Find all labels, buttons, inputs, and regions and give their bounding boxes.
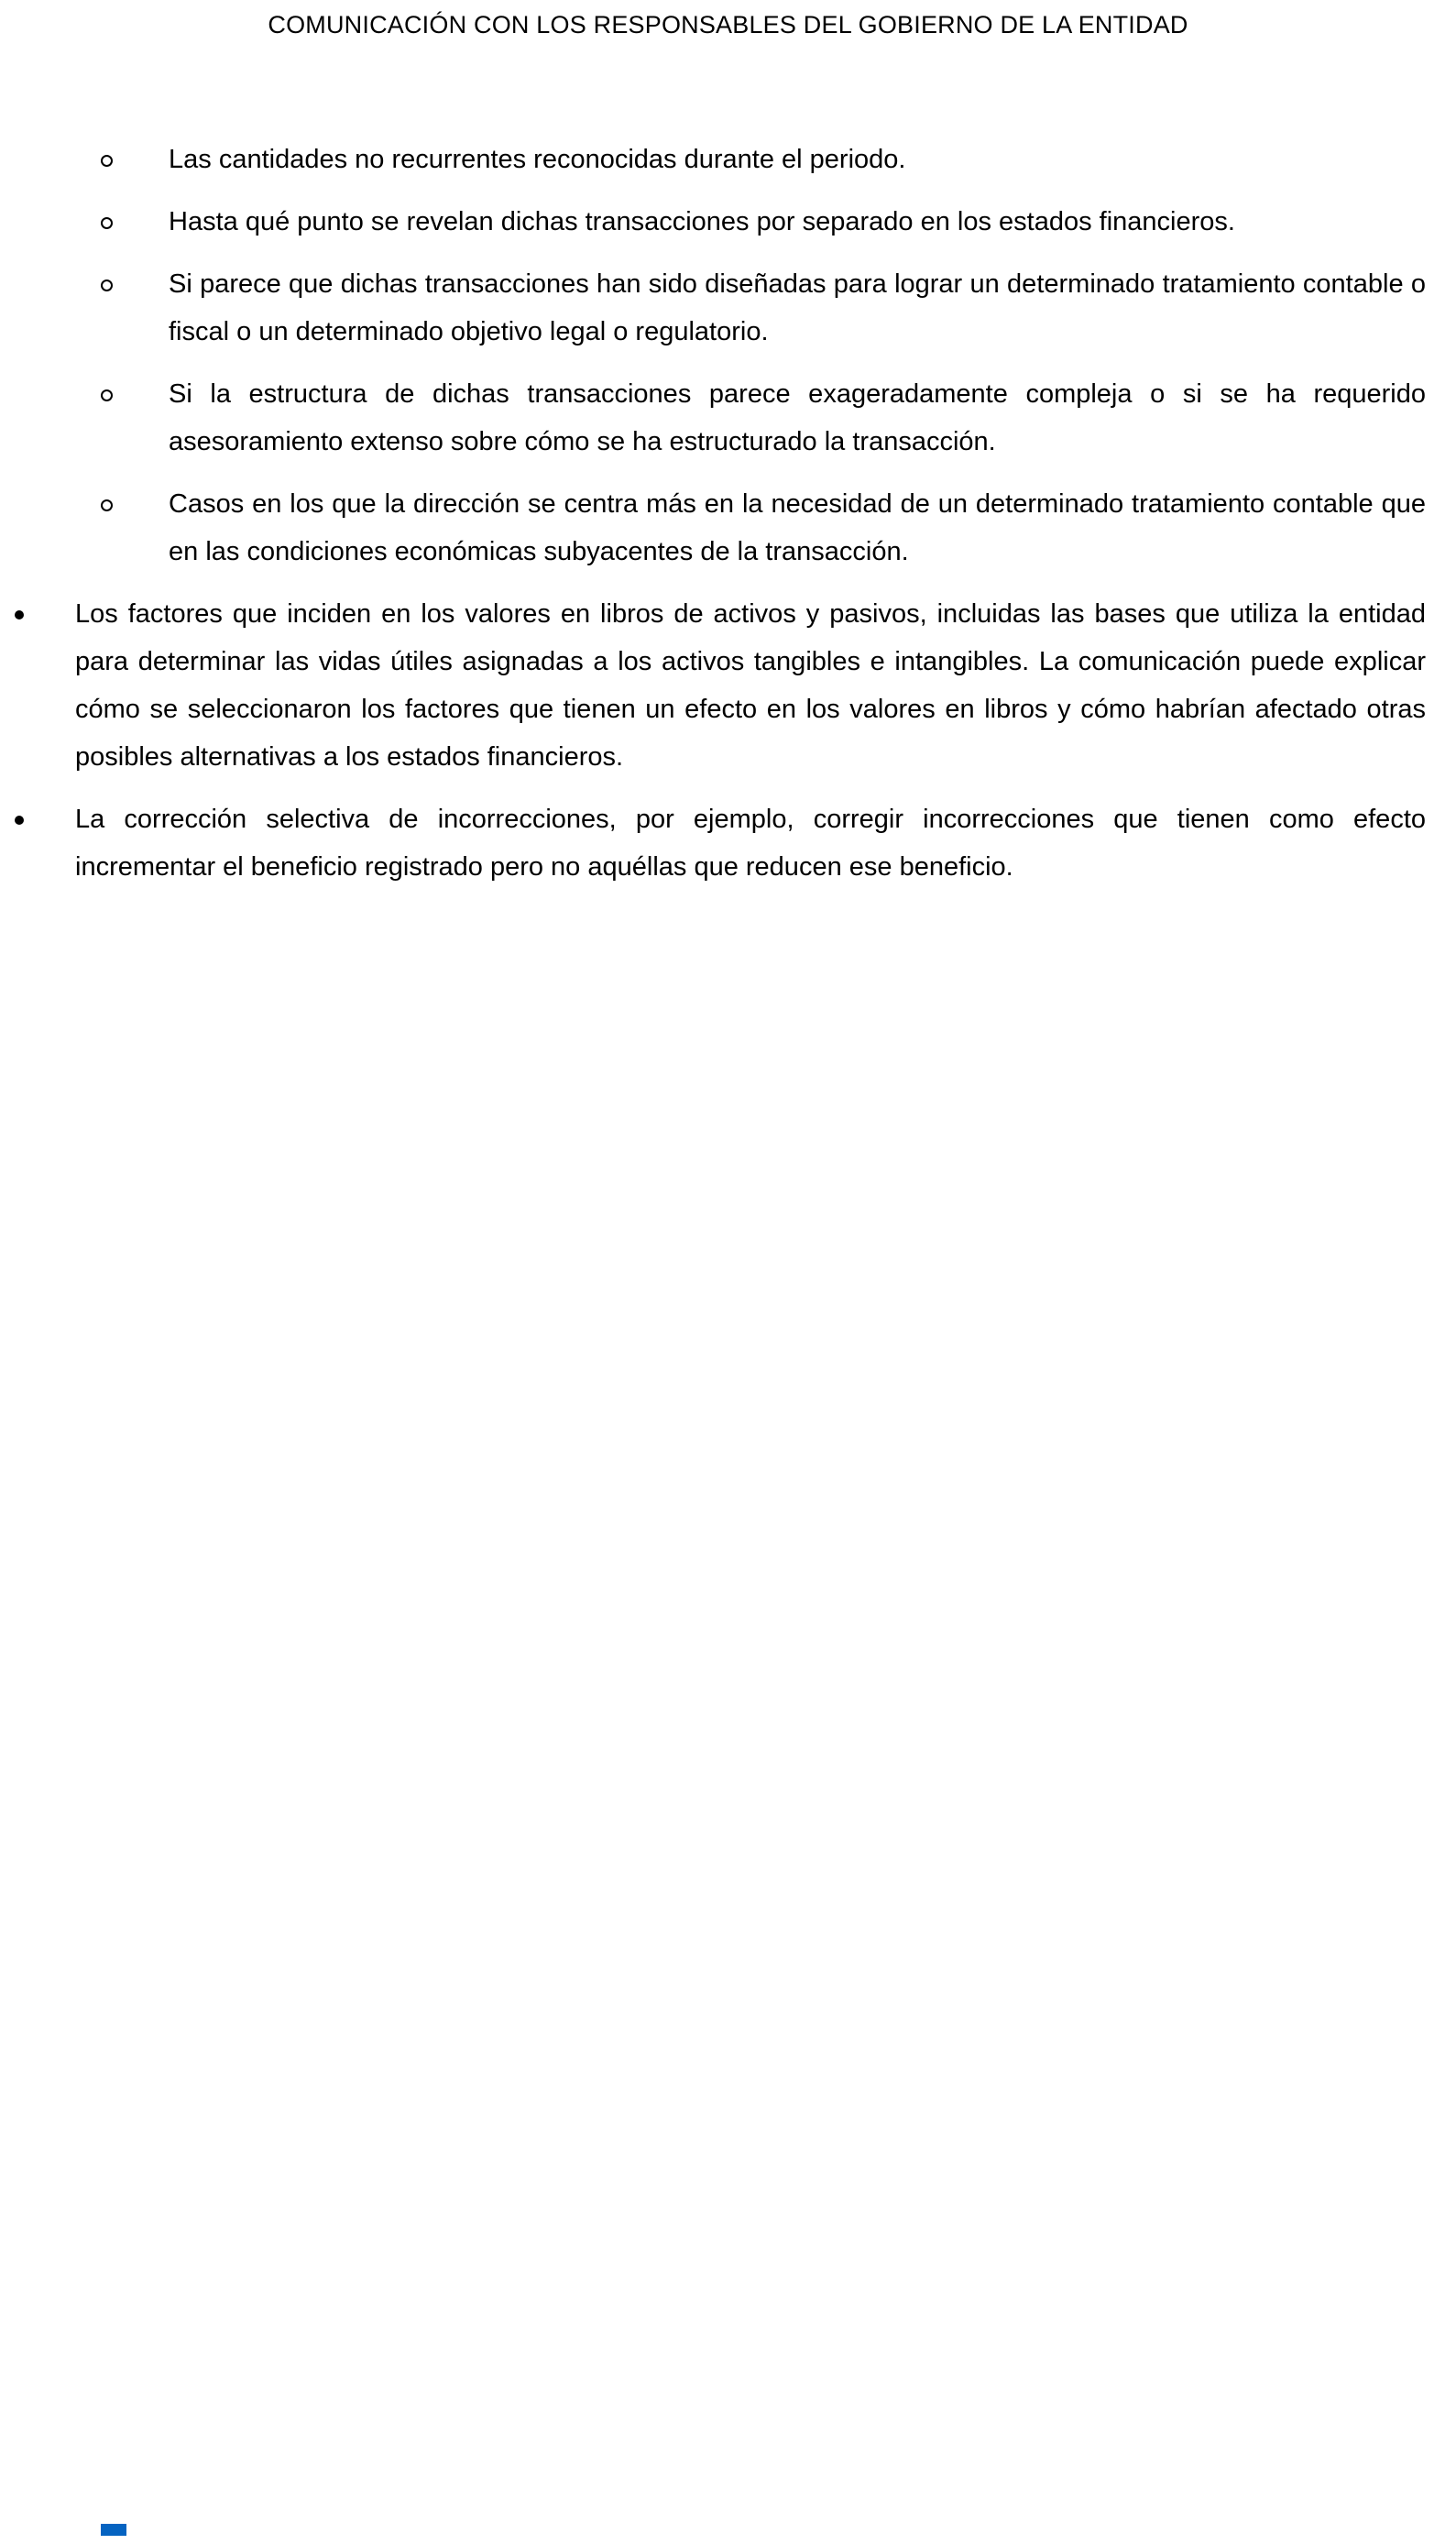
list-item-text: Hasta qué punto se revelan dichas transacciones por separado en los estados financieros. [169, 207, 1235, 236]
list-item [0, 260, 1426, 356]
list-item-text: Los factores que inciden en los valores en libros de activos y pasivos, incluidas las bases que utiliza la entidad para determinar las vidas útiles asignadas a los activos tangibles e intangibles. La comunicación puede explicar cómo se seleccionaron los factores que tienen un efecto en los valores en libros y cómo habrían afectado otras posibles alternativas a los estados financieros. [75, 599, 1426, 772]
circle-bullet-icon [101, 499, 113, 511]
circle-bullet-icon [101, 389, 113, 401]
page-bottom-blue-mark [101, 2524, 126, 2536]
list-item [0, 795, 1426, 891]
circle-bullet-icon [101, 217, 113, 229]
list-item-text: Si la estructura de dichas transacciones parece exageradamente compleja o si se ha requerido asesoramiento extenso sobre cómo se ha estructurado la transacción. [169, 379, 1426, 456]
list-item [0, 480, 1426, 576]
circle-bullet-icon [101, 155, 113, 167]
disc-bullet-icon [15, 610, 24, 620]
list-item-text: Si parece que dichas transacciones han sido diseñadas para lograr un determinado tratamiento contable o fiscal o un determinado objetivo legal o regulatorio. [169, 269, 1426, 346]
circle-bullet-icon [101, 280, 113, 291]
list-item-text: Las cantidades no recurrentes reconocidas durante el periodo. [169, 145, 906, 174]
disc-bullet-icon [15, 816, 24, 825]
list-item [0, 198, 1426, 246]
list-item-text: La corrección selectiva de incorrecciones, por ejemplo, corregir incorrecciones que tienen como efecto incrementar el beneficio registrado pero no aquéllas que reducen ese beneficio. [75, 805, 1426, 882]
list-item [0, 590, 1426, 781]
list-item [0, 370, 1426, 466]
list-item [0, 136, 1426, 183]
list-item-text: Casos en los que la dirección se centra más en la necesidad de un determinado tratamiento contable que en las condiciones económicas subyacentes de la transacción. [169, 489, 1426, 566]
page-title: COMUNICACIÓN CON LOS RESPONSABLES DEL GOBIERNO DE LA ENTIDAD [268, 11, 1188, 38]
document-body [0, 136, 1456, 905]
